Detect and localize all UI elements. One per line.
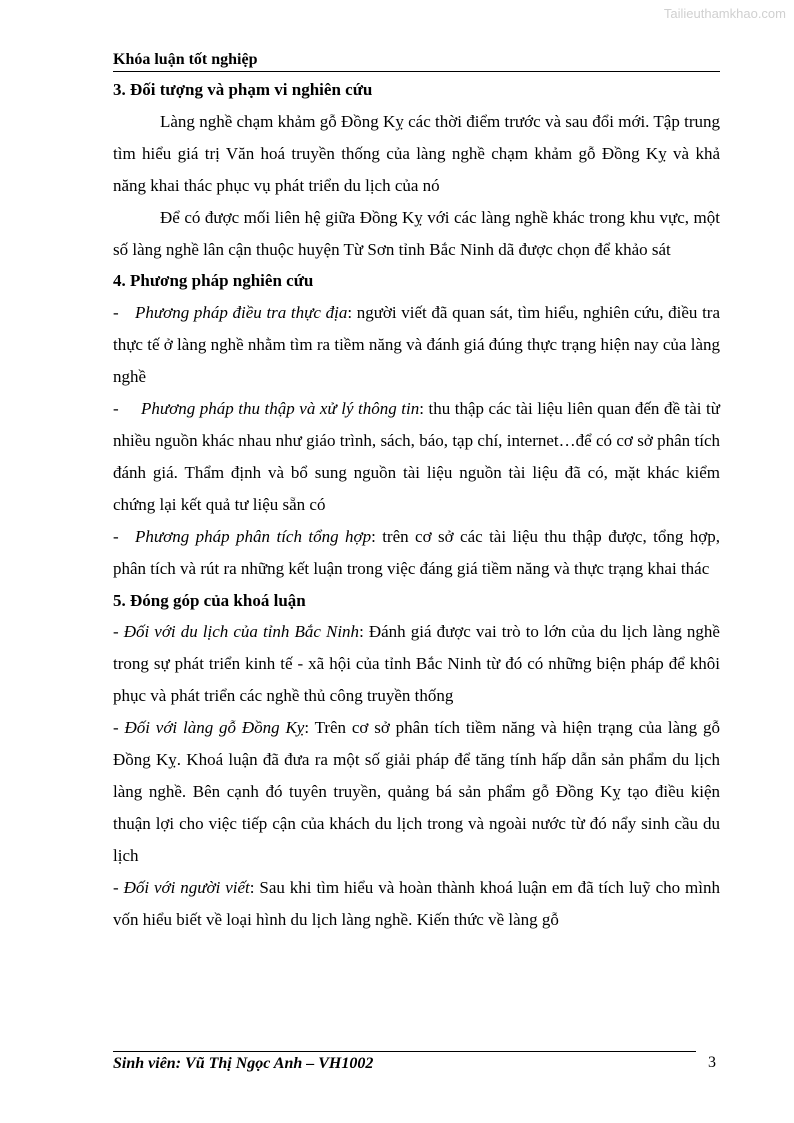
page-number: 3 <box>708 1054 716 1071</box>
item-label: Phương pháp điều tra thực địa <box>135 303 348 323</box>
dash-marker: - <box>113 303 119 323</box>
dash-marker: - <box>113 718 125 738</box>
item-label: Đối với du lịch của tỉnh Bắc Ninh <box>123 622 360 642</box>
document-body <box>113 74 720 935</box>
page-header: Khóa luận tốt nghiệp <box>113 49 720 72</box>
item-text: : Sau khi tìm hiểu và hoàn thành khoá luận em đã tích luỹ cho mình vốn hiểu biết về loại hình du lịch làng nghề. Kiến thức về làng gỗ <box>113 877 720 929</box>
watermark: Tailieuthamkhao.com <box>663 6 786 21</box>
paragraph: Để có được mối liên hệ giữa Đồng Kỵ với các làng nghề khác trong khu vực, một số làng nghề lân cận thuộc huyện Từ Sơn tỉnh Bắc Ninh dã được chọn để khảo sát <box>113 207 720 259</box>
section-heading-4: 4. Phương pháp nghiên cứu <box>113 271 314 291</box>
item-text: : thu thập các tài liệu liên quan đến đề tài từ nhiều nguồn khác nhau như giáo trình, sách, báo, tạp chí, internet…để có cơ sở phân tích đánh giá. Thẩm định và bổ sung nguồn tài liệu nguồn tài liệu đã có, mặt khác kiểm chứng lại kết quả tư liệu sẵn có <box>113 399 720 514</box>
dash-marker: - <box>113 399 119 419</box>
dash-marker: - <box>113 622 124 642</box>
dash-marker: - <box>113 526 119 546</box>
item-text: : trên cơ sở các tài liệu thu thập được, tổng hợp, phân tích và rút ra những kết luận trong việc đáng giá tiềm năng và thực trạng khai thác <box>113 526 720 578</box>
heading-number: 3 <box>113 80 122 99</box>
item-text: : người viết đã quan sát, tìm hiểu, nghiên cứu, điều tra thực tế ở làng nghề nhằm tìm ra tiềm năng và đánh giá đúng thực trạng hiện nay của làng nghề <box>113 303 720 387</box>
item-label: Phương pháp phân tích tổng hợp <box>135 526 372 546</box>
list-item <box>113 712 720 872</box>
list-item <box>113 872 720 936</box>
list-item <box>113 393 720 521</box>
footer-student: Sinh viên: Vũ Thị Ngọc Anh – VH1002 <box>113 1055 374 1072</box>
dash-marker: - <box>113 877 124 897</box>
item-text: : Trên cơ sở phân tích tiềm năng và hiện trạng của làng gỗ Đồng Kỵ. Khoá luận đã đưa ra một số giải pháp để tăng tính hấp dẫn sản phẩm du lịch làng nghề. Bên cạnh đó tuyên truyền, quảng bá sản phẩm gỗ Đồng Kỵ tạo điều kiện thuận lợi cho việc tiếp cận của khách du lịch trong và ngoài nước từ đó nẩy sinh cầu du lịch <box>113 718 720 865</box>
footer-divider <box>113 1051 696 1052</box>
section-heading-5: 5. Đóng góp của khoá luận <box>113 590 306 610</box>
list-item <box>113 297 720 393</box>
section-heading-3 <box>113 74 720 106</box>
heading-text: . Đối tượng và phạm vi nghiên cứu <box>121 80 373 99</box>
item-text: : Đánh giá được vai trò to lớn của du lịch làng nghề trong sự phát triển kinh tế - xã hội của tỉnh Bắc Ninh từ đó có những biện pháp để khôi phục và phát triển các nghề thủ công truyền thống <box>113 622 720 706</box>
list-item <box>113 521 720 585</box>
list-item <box>113 616 720 712</box>
item-label: Đối với làng gỗ Đồng Kỵ <box>124 718 305 738</box>
item-label: Đối với người viết <box>123 877 250 897</box>
item-label: Phương pháp thu thập và xử lý thông tin <box>141 399 420 419</box>
paragraph: Làng nghề chạm khảm gỗ Đồng Kỵ các thời điểm trước và sau đổi mới. Tập trung tìm hiểu giá trị Văn hoá truyền thống của làng nghề chạm khảm gỗ Đồng Kỵ và khả năng khai thác phục vụ phát triển du lịch của nó <box>113 111 720 195</box>
